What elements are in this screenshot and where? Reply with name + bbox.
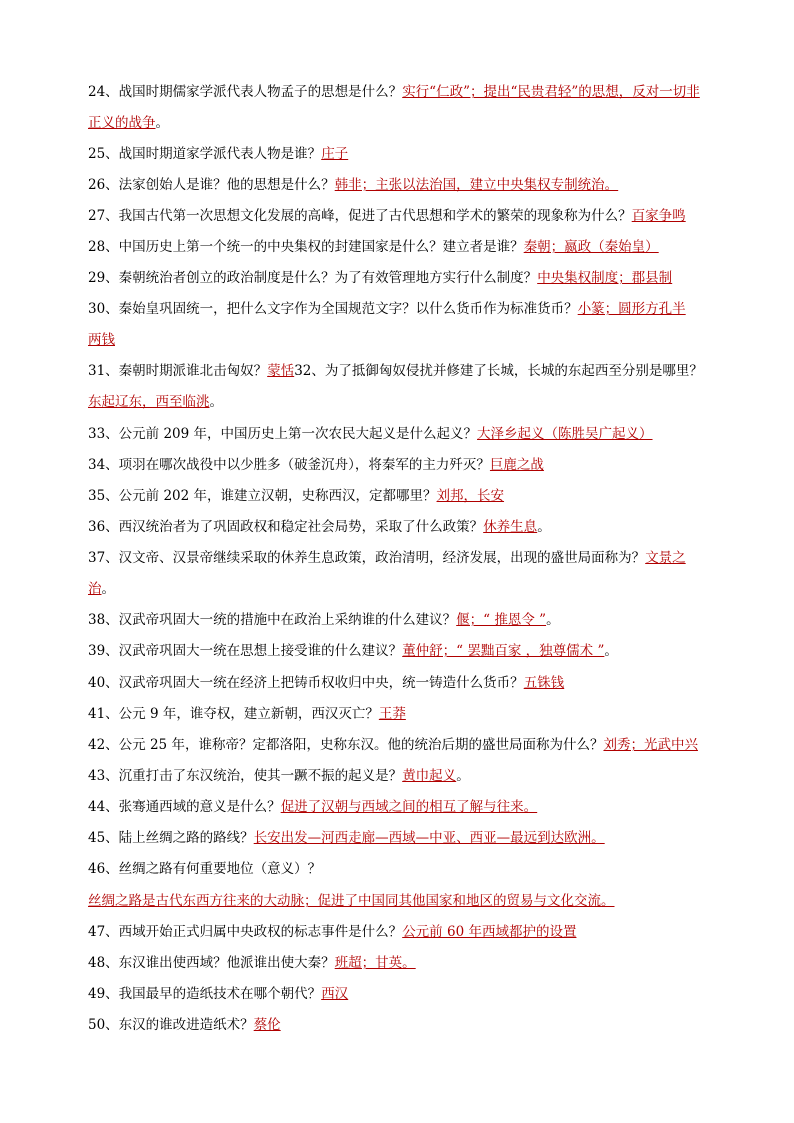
answer-text: 五铢钱 [523,675,565,691]
answer-text: 东起辽东，西至临洮 [88,394,210,410]
question-text: 44、张骞通西域的意义是什么？ [88,799,281,815]
question-text: 47、西域开始正式归属中央政权的标志事件是什么？ [88,924,403,940]
question-text: 42、公元 25 年，谁称帝？定都洛阳，史称东汉。他的统治后期的盛世局面称为什么？ [88,737,604,753]
question-text: 50、东汉的谁改进造纸术？ [88,1017,254,1033]
answer-text: 秦朝；嬴政（秦始皇） [523,239,659,255]
qa-item-38 [88,610,718,630]
qa-item-46 [88,859,718,879]
question-text: 29、秦朝统治者创立的政治制度是什么？为了有效管理地方实行什么制度？ [88,270,538,286]
question-text: 32、为了抵御匈奴侵扰并修建了长城，长城的东起西至分别是哪里？ [294,363,703,379]
trailing-punct: 。 [537,519,551,535]
qa-item-40 [88,673,718,693]
question-text: 41、公元 9 年，谁夺权，建立新朝，西汉灭亡？ [88,706,379,722]
answer-text: 实行“仁政”；提出“民贵君轻”的思想，反对一切非 [402,84,700,100]
answer-text: 蒙恬 [267,363,295,379]
qa-item-29 [88,268,718,288]
question-text: 36、西汉统治者为了巩固政权和稳定社会局势，采取了什么政策？ [88,519,484,535]
answer-text: 正义的战争 [88,115,156,131]
question-text: 35、公元前 202 年，谁建立汉朝，史称西汉，定都哪里？ [88,488,437,504]
answer-text: 庄子 [321,146,349,162]
question-text: 43、沉重打击了东汉统治，使其一蹶不振的起义是？ [88,768,403,784]
answer-text: 促进了汉朝与西域之间的相互了解与往来。 [280,799,538,815]
answer-text: 刘秀；光武中兴 [603,737,698,753]
question-text: 48、东汉谁出使西域？他派谁出使大秦？ [88,955,335,971]
answer-text: 中央集权制度；郡县制 [537,270,673,286]
qa-item-30-cont [88,330,718,350]
question-text: 33、公元前 209 年，中国历史上第一次农民大起义是什么起义？ [88,426,478,442]
answer-text: 休养生息 [483,519,538,535]
qa-item-39 [88,641,718,661]
qa-item-36 [88,517,718,537]
qa-item-47 [88,922,718,942]
answer-text: 董仲舒；“ 罢黜百家 ，独尊儒术 ” [402,643,605,659]
qa-item-34 [88,455,718,475]
qa-item-24-cont [88,113,718,133]
question-text: 24、战国时期儒家学派代表人物孟子的思想是什么？ [88,84,403,100]
question-text: 40、汉武帝巩固大一统在经济上把铸币权收归中央，统一铸造什么货币？ [88,675,524,691]
answer-text: 两钱 [88,332,115,348]
trailing-punct: 。 [155,115,169,131]
question-text: 37、汉文帝、汉景帝继续采取的休养生息政策，政治清明，经济发展，出现的盛世局面称为？ [88,550,646,566]
qa-item-28 [88,237,718,257]
qa-item-48 [88,953,718,973]
qa-item-30 [88,299,718,319]
trailing-punct: 。 [209,394,223,410]
answer-text: 刘邦，长安 [436,488,505,504]
question-text: 30、秦始皇巩固统一，把什么文字作为全国规范文字？以什么货币作为标准货币？ [88,301,578,317]
answer-text: 丝绸之路是古代东西方往来的大动脉；促进了中国同其他国家和地区的贸易与文化交流。 [88,893,615,909]
qa-item-42 [88,735,718,755]
question-text: 34、项羽在哪次战役中以少胜多（破釜沉舟），将秦军的主力歼灭？ [88,457,490,473]
trailing-punct: 。 [604,643,618,659]
question-text: 27、我国古代第一次思想文化发展的高峰，促进了古代思想和学术的繁荣的现象称为什么？ [88,208,632,224]
qa-item-31 [88,361,718,381]
answer-text: 黄巾起义 [402,768,457,784]
qa-item-41 [88,704,718,724]
qa-item-49 [88,984,718,1004]
question-text: 45、陆上丝绸之路的路线？ [88,830,254,846]
qa-item-24 [88,82,718,102]
answer-text: 治 [88,581,102,597]
answer-text: 长安出发—河西走廊—西域—中亚、西亚—最远到达欧洲。 [253,830,605,846]
question-text: 31、秦朝时期派谁北击匈奴？ [88,363,268,379]
qa-item-37 [88,548,718,568]
answer-text: 文景之 [645,550,686,566]
trailing-punct: 。 [456,768,470,784]
qa-item-33 [88,424,718,444]
question-text: 25、战国时期道家学派代表人物是谁？ [88,146,322,162]
qa-item-43 [88,766,718,786]
answer-text: 大泽乡起义（陈胜吴广起义） [477,426,653,442]
trailing-punct: 。 [101,581,115,597]
answer-text: 公元前 60 年西域都护的设置 [402,924,577,940]
question-text: 46、丝绸之路有何重要地位（意义）？ [88,861,322,877]
answer-text: 韩非；主张以法治国，建立中央集权专制统治。 [334,177,619,193]
qa-item-46-answer [88,891,718,911]
qa-item-45 [88,828,718,848]
trailing-punct: 。 [546,612,560,628]
answer-text: 巨鹿之战 [489,457,544,473]
qa-item-27 [88,206,718,226]
question-text: 39、汉武帝巩固大一统在思想上接受谁的什么建议？ [88,643,403,659]
answer-text: 小篆；圆形方孔半 [577,301,686,317]
qa-item-25 [88,144,718,164]
answer-text: 偃；“ 推恩令 ” [456,612,547,628]
qa-item-32-cont [88,392,718,412]
answer-text: 西汉 [321,986,349,1002]
qa-item-44 [88,797,718,817]
qa-item-37-cont [88,579,718,599]
qa-item-35 [88,486,718,506]
question-text: 28、中国历史上第一个统一的中央集权的封建国家是什么？建立者是谁？ [88,239,524,255]
answer-text: 王莽 [378,706,406,722]
question-text: 49、我国最早的造纸技术在哪个朝代？ [88,986,322,1002]
answer-text: 蔡伦 [253,1017,281,1033]
qa-item-26 [88,175,718,195]
qa-item-50 [88,1015,718,1035]
answer-text: 百家争鸣 [631,208,686,224]
answer-text: 班超；甘英。 [334,955,416,971]
question-text: 26、法家创始人是谁？他的思想是什么？ [88,177,335,193]
question-text: 38、汉武帝巩固大一统的措施中在政治上采纳谁的什么建议？ [88,612,457,628]
